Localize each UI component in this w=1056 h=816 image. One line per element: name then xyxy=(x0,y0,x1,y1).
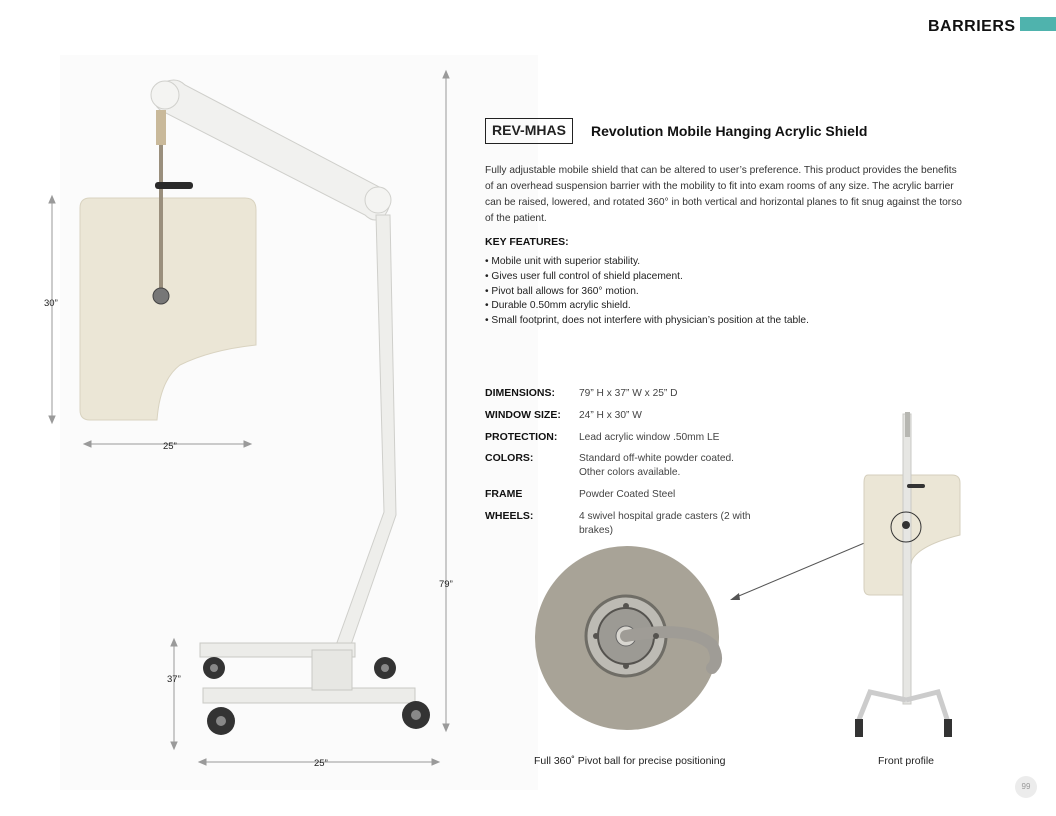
feature-item: • Durable 0.50mm acrylic shield. xyxy=(485,299,955,314)
spec-label-wheels: WHEELS: xyxy=(485,510,534,522)
page-number: 99 xyxy=(1015,776,1037,798)
spec-label-window-size: WINDOW SIZE: xyxy=(485,409,561,421)
spec-value-dimensions: 79” H x 37” W x 25” D xyxy=(579,388,678,399)
spec-label-dimensions: DIMENSIONS: xyxy=(485,387,556,399)
feature-item: • Gives user full control of shield placement. xyxy=(485,270,955,285)
spec-value-colors: Standard off-white powder coated. Other colors available. xyxy=(579,453,734,478)
product-description: Fully adjustable mobile shield that can be altered to user’s preference. This product provides the benefits of an overhead suspension barrier with the mobility to fit into exam rooms of any size. The acrylic barrier can be raised, lowered, and rotated 360° in both vertical and horizontal planes to fit snug against the torso of the patient. xyxy=(485,165,962,224)
spec-label-colors: COLORS: xyxy=(485,452,534,464)
spec-value-frame: Powder Coated Steel xyxy=(579,489,676,500)
front-profile-caption: Front profile xyxy=(878,755,935,767)
dimension-shield-width: 25” xyxy=(163,441,177,452)
spec-value-window-size: 24” H x 30” W xyxy=(579,410,642,421)
section-title: BARRIERS xyxy=(928,18,1016,35)
spec-label-protection: PROTECTION: xyxy=(485,431,558,443)
front-profile-shield xyxy=(864,475,960,595)
feature-item: • Mobile unit with superior stability. xyxy=(485,255,955,270)
spec-value-protection: Lead acrylic window .50mm LE xyxy=(579,432,720,443)
dimension-overall-height: 79” xyxy=(439,579,453,590)
model-number: REV-MHAS xyxy=(485,118,573,144)
product-title: Revolution Mobile Hanging Acrylic Shield xyxy=(591,123,868,139)
pivot-caption: Full 360˚ Pivot ball for precise positioning xyxy=(534,755,726,767)
spec-value-wheels: 4 swivel hospital grade casters (2 with brakes) xyxy=(579,511,751,536)
key-features-heading: KEY FEATURES: xyxy=(485,236,569,248)
dimension-base-width: 37” xyxy=(167,674,181,685)
spec-label-frame: FRAME xyxy=(485,488,523,500)
dimension-base-depth: 25” xyxy=(314,758,328,769)
feature-item: • Small footprint, does not interfere with physician’s position at the table. xyxy=(485,314,955,329)
feature-item: • Pivot ball allows for 360° motion. xyxy=(485,285,955,300)
dimension-shield-height: 30” xyxy=(44,298,58,309)
